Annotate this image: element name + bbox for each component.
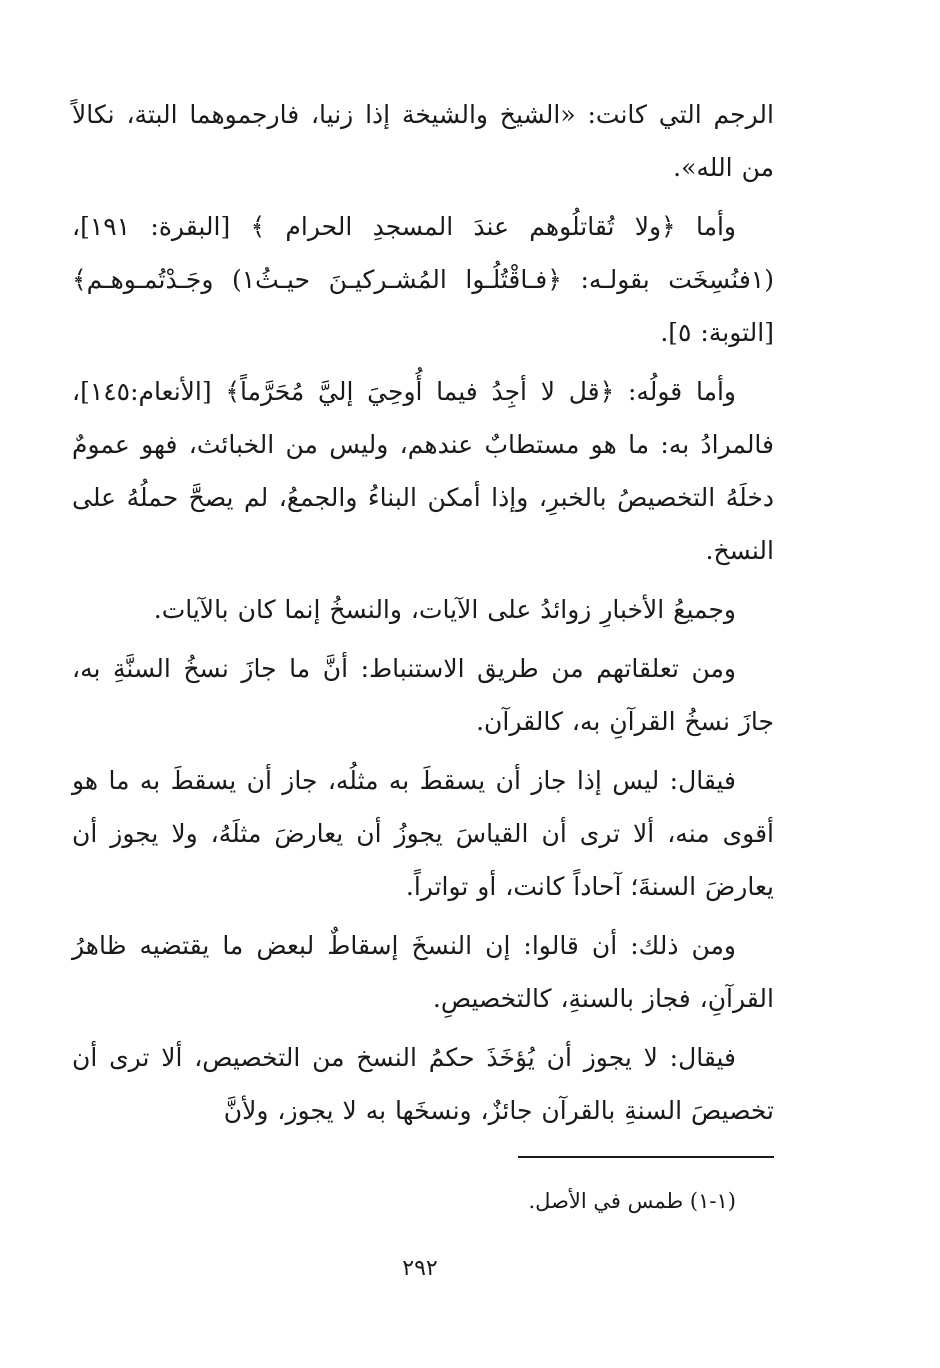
page-number: ٢٩٢ bbox=[402, 1256, 438, 1281]
footnote: (١-١) طمس في الأصل. bbox=[528, 1189, 736, 1213]
paragraph-5: ومن تعلقاتهم من طريق الاستنباط: أنَّ ما جازَ نسخُ السنَّةِ به، جازَ نسخُ القرآنِ به، كالقرآن. bbox=[72, 654, 774, 736]
paragraph-7: ومن ذلك: أن قالوا: إن النسخَ إسقاطٌ لبعض ما يقتضيه ظاهرُ القرآنِ، فجاز بالسنةِ، كالتخصيصِ. bbox=[72, 931, 774, 1013]
paragraph-1: الرجم التي كانت: «الشيخ والشيخة إذا زنيا، فارجموهما البتة، نكالاً من الله». bbox=[72, 100, 774, 182]
paragraph-2: وأما ﴿ولا تُقاتلُوهم عندَ المسجدِ الحرام ﴾ [البقرة: ١٩١]، (١فنُسِخَت بقولـه: ﴿فـاقْتُلُـوا المُشـركيـنَ حيـثُ١) وجَـدْتُمـوهـم﴾ [التوبة: ٥]. bbox=[72, 212, 774, 347]
paragraph-8: فيقال: لا يجوز أن يُؤخَذَ حكمُ النسخ من التخصيص، ألا ترى أن تخصيصَ السنةِ بالقرآن جائزٌ، ونسخَها به لا يجوز، ولأنَّ bbox=[72, 1043, 774, 1125]
paragraph-4: وجميعُ الأخبارِ زوائدُ على الآيات، والنسخُ إنما كان بالآيات. bbox=[153, 595, 736, 624]
paragraph-3: وأما قولُه: ﴿قل لا أجِدُ فيما أُوحِيَ إليَّ مُحَرَّماً﴾ [الأنعام:١٤٥]، فالمرادُ به: ما هو مستطابٌ عندهم، وليس من الخبائث، فهو عمومٌ دخلَهُ التخصيصُ بالخبرِ، وإذا أمكن البناءُ والجمعُ، لم يصحَّ حملُهُ على النسخ. bbox=[72, 377, 775, 565]
main-text bbox=[72, 88, 774, 1143]
footnote-divider bbox=[518, 1156, 774, 1158]
paragraph-6: فيقال: ليس إذا جاز أن يسقطَ به مثلُه، جاز أن يسقطَ به ما هو أقوى منه، ألا ترى أن القياسَ يجوزُ أن يعارضَ مثلَهُ، ولا يجوز أن يعارضَ السنةَ؛ آحاداً كانت، أو تواتراً. bbox=[72, 766, 774, 901]
